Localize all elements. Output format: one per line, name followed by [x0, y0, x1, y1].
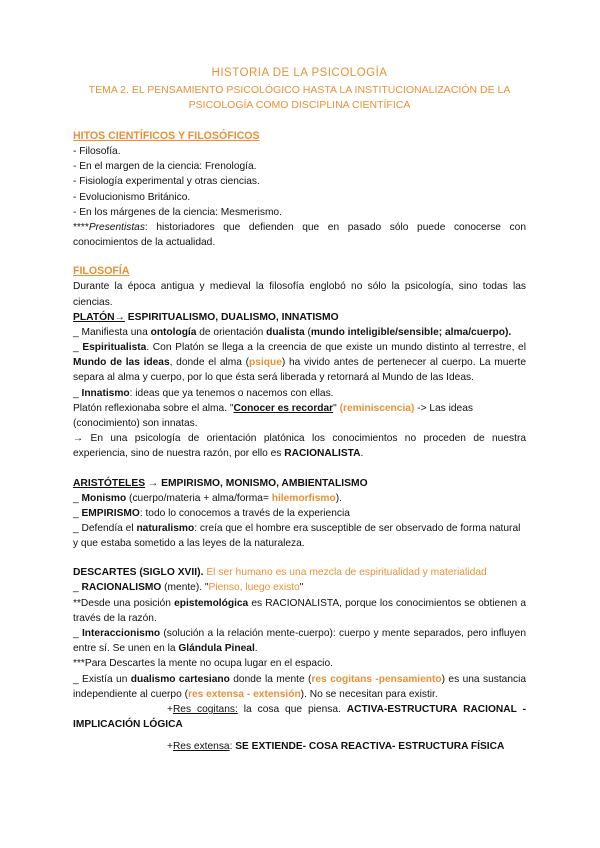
text: _: [73, 628, 82, 640]
text: naturalismo: [136, 523, 195, 535]
text: +: [167, 704, 173, 716]
text: _ Manifiesta una: [73, 326, 151, 338]
text: (solución a la relación mente-cuerpo): cuerpo y mente separados, pero influyen entre sí. Se unen en la: [73, 628, 526, 655]
text: Interaccionismo: [81, 628, 161, 640]
text: .: [254, 643, 258, 655]
text: dualismo cartesiano: [130, 673, 230, 685]
text: mundo inteligible/sensible; alma/cuerpo).: [310, 326, 512, 338]
filosofia-heading: FILOSOFÍA: [73, 265, 130, 278]
text: .: [360, 448, 364, 460]
text: **Desde una posición: [73, 597, 175, 609]
text: res extensa - extensión: [187, 688, 301, 700]
text: Espiritualista: [82, 342, 147, 354]
text: dualista: [266, 326, 305, 338]
text: de orientación: [196, 326, 267, 338]
list-item: - En el margen de la ciencia: Frenología.: [73, 161, 257, 173]
text: (cuerpo/materia + alma/forma=: [126, 492, 272, 504]
platon-p1: [73, 325, 526, 340]
text: Monismo: [81, 492, 127, 504]
list-item: - Fisiología experimental y otras ciencias.: [73, 176, 260, 188]
text: RACIONALISTA: [284, 448, 361, 460]
text: _: [73, 492, 82, 504]
subtitle-line-2: PSICOLOGÍA COMO DISCIPLINA CIENTÍFICA: [188, 99, 411, 111]
text: Res cogitans:: [172, 704, 238, 716]
text: es RACIONALISTA, porque los conocimientos se obtienen a través de la razón.: [73, 597, 526, 624]
section-filosofia: [73, 264, 526, 753]
aristoteles-p3: [73, 521, 526, 551]
text: _: [73, 582, 82, 594]
text: hilemorfismo: [271, 492, 336, 504]
text: : todo lo conocemos a través de la experiencia: [139, 507, 350, 519]
text: +: [167, 740, 173, 752]
list-item: - En los márgenes de la ciencia: Mesmerismo.: [73, 206, 282, 218]
text: :: [229, 740, 236, 752]
descartes-res-cogitans: [73, 702, 526, 732]
platon-p4: [73, 401, 526, 431]
descartes-heading: [73, 565, 526, 580]
text: , donde el alma (: [169, 357, 250, 369]
descartes-p4: ***Para Descartes la mente no ocupa lugar en el espacio.: [73, 658, 333, 670]
subtitle-line-1: TEMA 2. EL PENSAMIENTO PSICOLÓGICO HASTA LA INSTITUCIONALIZACIÓN DE LA: [88, 84, 511, 96]
text: donde la mente (: [229, 673, 312, 685]
text: _: [73, 342, 83, 354]
page-subtitle: [73, 83, 526, 113]
text: _: [73, 507, 82, 519]
text: → En una psicología de orientación platónica los conocimientos no proceden de nuestra experiencia, sino de nuestra razón, por ello es: [73, 433, 526, 460]
text: EMPIRISMO: [81, 507, 140, 519]
text: ).: [335, 492, 342, 504]
platon-p2: [73, 340, 526, 386]
presentistas-note: [73, 220, 526, 250]
list-item: - Filosofía.: [73, 146, 121, 157]
aristoteles-heading: [73, 476, 526, 491]
text: Res extensa: [172, 740, 230, 752]
text: Glándula Pineal: [178, 643, 255, 655]
text: (reminiscencia): [339, 402, 415, 414]
text: -> Las ideas (conocimiento) son innatas.: [73, 402, 473, 430]
list-item: - Evolucionismo Británico.: [73, 191, 191, 203]
text: ). No se necesitan para existir.: [300, 688, 438, 700]
text: ": [333, 402, 340, 414]
descartes-p3: [73, 626, 526, 656]
descartes-res-extensa: [73, 739, 526, 754]
platon-name: PLATÓN→: [73, 311, 125, 323]
aristoteles-p2: [73, 506, 526, 521]
text: _ Existía un: [73, 673, 131, 685]
note-prefix: ****: [73, 222, 89, 234]
text: Conocer es recordar: [233, 402, 334, 414]
page-title: HISTORIA DE LA PSICOLOGÍA: [211, 67, 388, 79]
descartes-p5: [73, 672, 526, 702]
text: : ideas que ya tenemos o nacemos con ellas.: [129, 387, 334, 399]
text: SE EXTIENDE- COSA REACTIVA- ESTRUCTURA FÍSICA: [235, 740, 505, 752]
title-block: [73, 66, 526, 113]
text: : creía que el hombre era susceptible de ser observado de forma natural y que estaba sometido a las leyes de la naturaleza.: [73, 523, 521, 550]
text: Platón reflexionaba sobre el alma. ": [73, 402, 234, 414]
descartes-heading-note: El ser humano es una mezcla de espiritualidad y materialidad: [203, 567, 487, 579]
filosofia-intro: Durante la época antigua y medieval la filosofía englobó no sólo la psicología, sino todas las ciencias.: [73, 281, 526, 308]
platon-p3: [73, 386, 526, 401]
text: Pienso, luego existo: [208, 582, 300, 594]
text: Mundo de las ideas: [73, 357, 170, 369]
text: psique: [249, 357, 282, 369]
platon-p5: [73, 431, 526, 461]
text: Innatismo: [81, 387, 130, 399]
text: (: [304, 326, 311, 338]
text: ontología: [150, 326, 197, 338]
descartes-heading-text: DESCARTES (SIGLO XVII).: [73, 567, 204, 579]
text: epistemológica: [174, 597, 249, 609]
hitos-heading: HITOS CIENTÍFICOS Y FILOSÓFICOS: [73, 130, 260, 142]
text: ": [299, 582, 304, 594]
aristoteles-p1: [73, 491, 526, 506]
section-hitos: [73, 129, 526, 250]
text: RACIONALISMO: [81, 582, 162, 594]
text: ACTIVA-ESTRUCTURA RACIONAL -IMPLICACIÓN LÓGICA: [73, 704, 526, 731]
platon-heading: [73, 310, 526, 325]
text: res cogitans -pensamiento: [311, 673, 442, 685]
text: ) es una sustancia independiente al cuerpo (: [73, 673, 527, 700]
note-term: Presentistas: [88, 222, 145, 234]
text: . Con Platón se llega a la creencia de que existe un mundo distinto al terrestre, el: [146, 342, 526, 354]
descartes-p2: [73, 596, 526, 626]
text: _ Defendía el: [73, 523, 137, 535]
note-text: : historiadores que defienden que en pasado sólo puede conocerse con conocimientos de la actualidad.: [73, 222, 526, 249]
text: la cosa que piensa.: [237, 704, 347, 716]
aristoteles-name: ARISTÓTELES: [73, 477, 146, 489]
descartes-p1: [73, 580, 526, 595]
aristoteles-heading-rest: → EMPIRISMO, MONISMO, AMBIENTALISMO: [145, 477, 368, 489]
text: _: [73, 387, 82, 399]
text: ) ha vivido antes de pertenecer al cuerpo. La muerte separa al alma y cuerpo, por lo que ésta será liberada y retornará al Mundo de las Ideas.: [73, 357, 526, 384]
platon-heading-rest: ESPIRITUALISMO, DUALISMO, INNATISMO: [124, 311, 339, 323]
text: (mente). ": [161, 582, 209, 594]
